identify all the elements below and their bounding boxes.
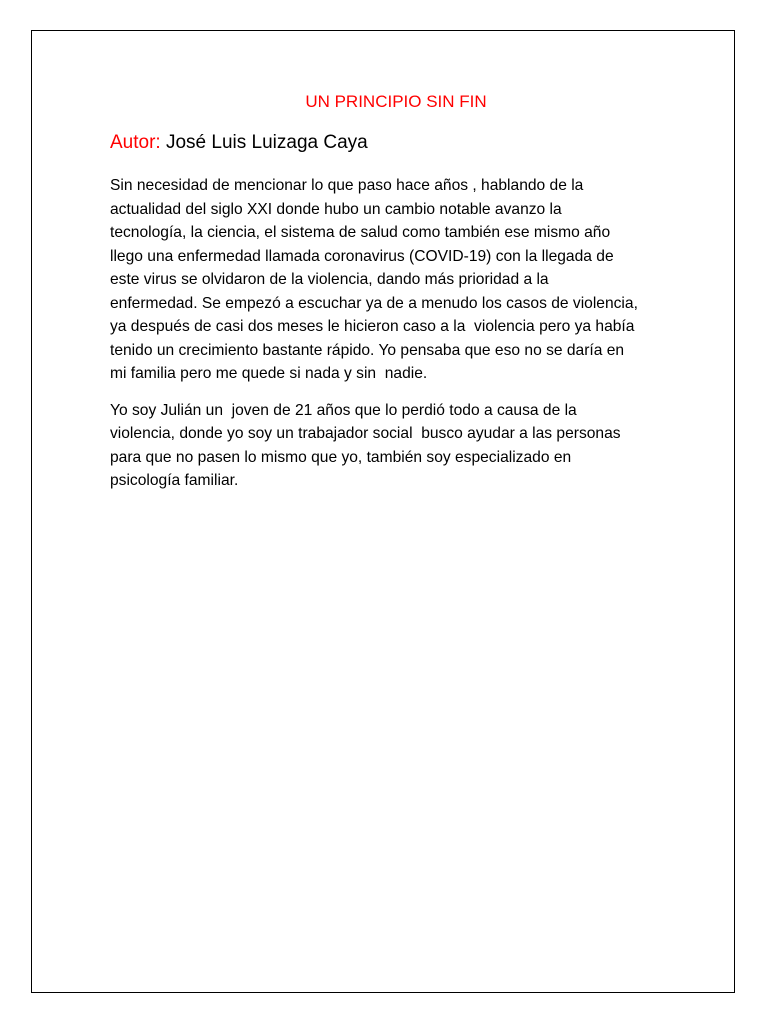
- document-page: [31, 30, 735, 993]
- document-content: [110, 91, 670, 493]
- author-label: Autor:: [110, 132, 161, 153]
- author-line: [110, 130, 670, 156]
- paragraph-1: Sin necesidad de mencionar lo que paso hace años , hablando de la actualidad del siglo XXI donde hubo un cambio notable avanzo la tecnología, la ciencia, el sistema de salud como también ese mismo año llego una enfermedad llamada coronavirus (COVID-19) con la llegada de este virus se olvidaron de la violencia, dando más prioridad a la enfermedad. Se empezó a escuchar ya de a menudo los casos de violencia, ya después de casi dos meses le hicieron caso a la violencia pero ya había tenido un crecimiento bastante rápido. Yo pensaba que eso no se daría en mi familia pero me quede si nada y sin nadie.: [110, 177, 638, 382]
- author-name: José Luis Luizaga Caya: [165, 132, 368, 153]
- paragraph-2: Yo soy Julián un joven de 21 años que lo perdió todo a causa de la violencia, donde yo soy un trabajador social busco ayudar a las personas para que no pasen lo mismo que yo, también soy especializado en psicología familiar.: [110, 401, 621, 489]
- document-title: UN PRINCIPIO SIN FIN: [305, 92, 487, 111]
